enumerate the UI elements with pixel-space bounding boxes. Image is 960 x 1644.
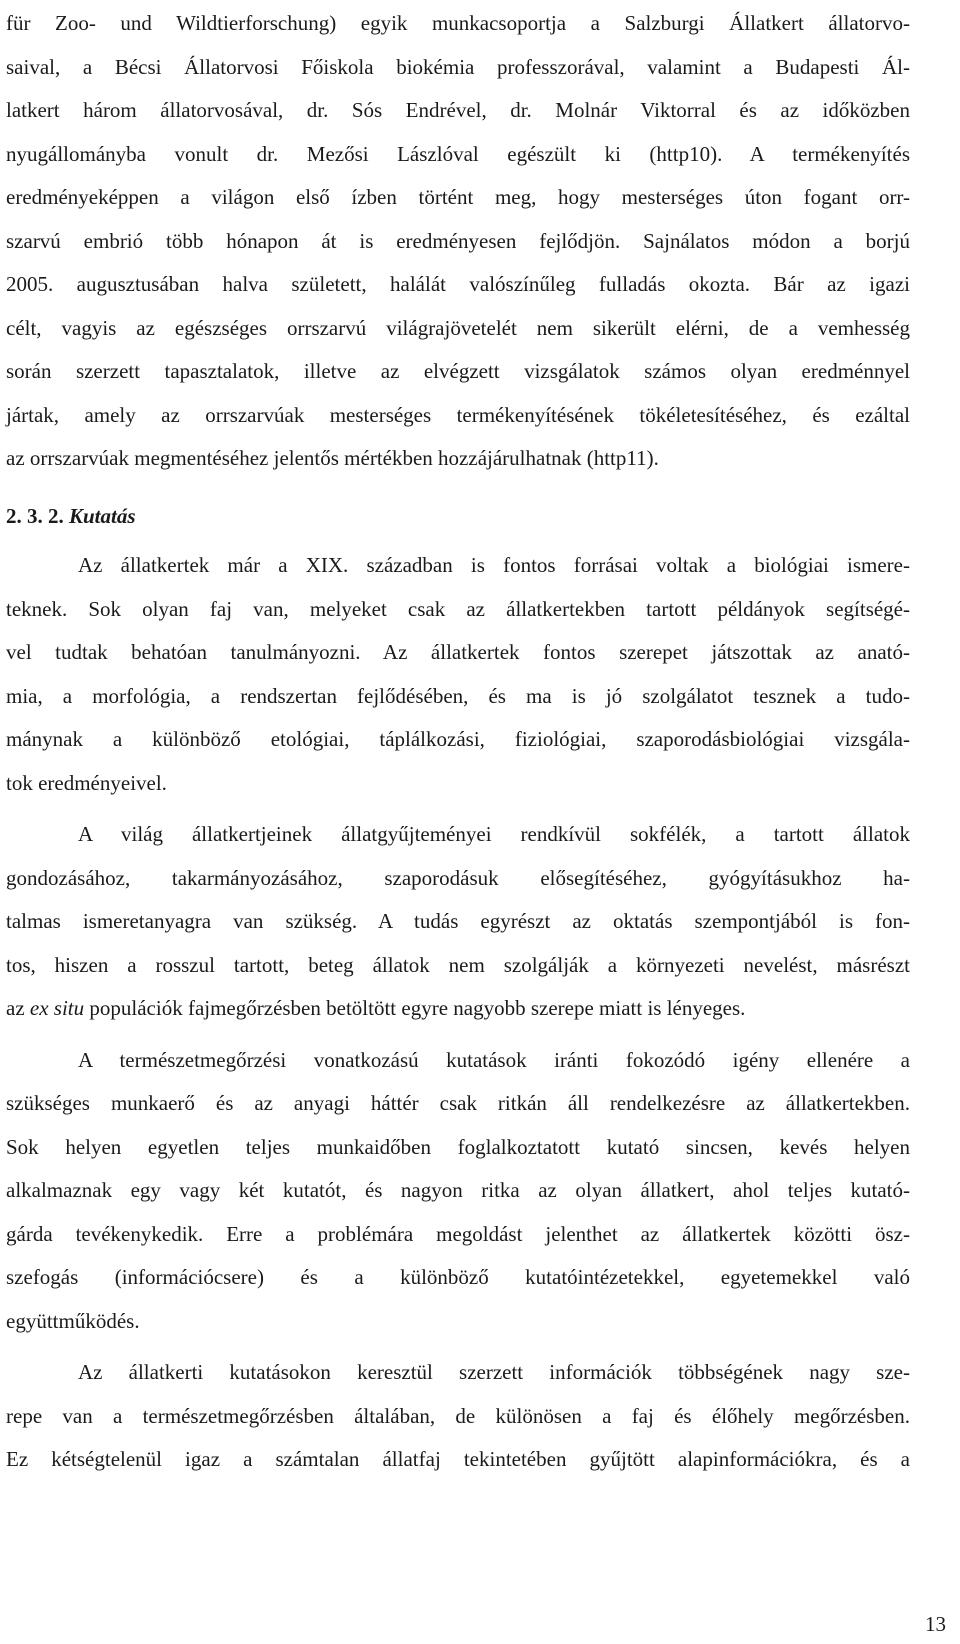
section-title: Kutatás [69, 503, 136, 528]
text-line: tos, hiszen a rosszul tartott, beteg állatok nem szolgálják a környezeti nevelést, másrészt [6, 952, 910, 977]
paragraph-continued [6, 2, 910, 481]
page-number: 13 [925, 1612, 946, 1636]
text-line: für Zoo- und Wildtierforschung) egyik munkacsoportja a Salzburgi Állatkert állatorvo- [6, 11, 910, 35]
text-line: 2005. augusztusában halva született, halálát valószínűleg fulladás okozta. Bár az igazi [6, 272, 910, 296]
text-line: Az állatkertek már a XIX. században is fontos forrásai voltak a biológiai ismere- [78, 553, 910, 577]
text-line: jártak, amely az orrszarvúak mesterséges termékenyítésének tökéletesítéséhez, és ezáltal [6, 402, 910, 427]
text-line: szefogás (információcsere) és a különböző kutatóintézetekkel, egyetemekkel való [6, 1265, 910, 1289]
text-line: az orrszarvúak megmentéséhez jelentős mértékben hozzájárulhatnak (http11). [6, 446, 659, 470]
document-page [6, 0, 910, 1482]
text-line: A világ állatkertjeinek állatgyűjteményei rendkívül sokfélék, a tartott állatok [78, 822, 910, 846]
paragraph [6, 813, 910, 1031]
text-line: együttműködés. [6, 1308, 140, 1333]
text-line: mia, a morfológia, a rendszertan fejlődésében, és ma is jó szolgálatot tesznek a tudo- [6, 683, 910, 708]
text-line: repe van a természetmegőrzésben általában, de különösen a faj és élőhely megőrzésben. [6, 1403, 910, 1428]
text-line: célt, vagyis az egészséges orrszarvú világrajövetelét nem sikerült elérni, de a vemhesség [6, 315, 910, 340]
text-line: mánynak a különböző etológiai, táplálkozási, fiziológiai, szaporodásbiológiai vizsgála- [6, 727, 910, 751]
text-line: tok eredményeivel. [6, 770, 167, 795]
paragraph [6, 1039, 910, 1344]
text-line: nyugállományba vonult dr. Mezősi Lászlóval egészült ki (http10). A termékenyítés [6, 141, 910, 166]
text-line: Az állatkerti kutatásokon keresztül szerzett információk többségének nagy sze- [78, 1360, 910, 1384]
text-fragment: populációk fajmegőrzésben betöltött egyre nagyobb szerepe miatt is lényeges. [84, 996, 746, 1020]
text-line: saival, a Bécsi Állatorvosi Főiskola biokémia professzorával, valamint a Budapesti Ál- [6, 54, 910, 79]
text-line: gondozásához, takarmányozásához, szaporodásuk elősegítéséhez, gyógyításukhoz ha- [6, 865, 910, 890]
text-line: talmas ismeretanyagra van szükség. A tudás egyrészt az oktatás szempontjából is fon- [6, 909, 910, 933]
text-line: vel tudtak behatóan tanulmányozni. Az állatkertek fontos szerepet játszottak az anató- [6, 640, 910, 664]
text-line: Ez kétségtelenül igaz a számtalan állatfaj tekintetében gyűjtött alapinformációkra, és a [6, 1447, 910, 1471]
text-line: A természetmegőrzési vonatkozású kutatások iránti fokozódó igény ellenére a [78, 1047, 910, 1072]
text-line: során szerzett tapasztalatok, illetve az elvégzett vizsgálatok számos olyan eredménnyel [6, 359, 910, 383]
paragraph [6, 1351, 910, 1482]
text-line: eredményeképpen a világon első ízben történt meg, hogy mesterséges úton fogant orr- [6, 185, 910, 209]
text-fragment: az [6, 996, 30, 1020]
text-line: Sok helyen egyetlen teljes munkaidőben foglalkoztatott kutató sincsen, kevés helyen [6, 1134, 910, 1159]
section-number: 2. 3. 2. [6, 503, 64, 528]
paragraph [6, 544, 910, 805]
text-line: latkert három állatorvosával, dr. Sós Endrével, dr. Molnár Viktorral és az időközben [6, 98, 910, 122]
text-line: szarvú embrió több hónapon át is eredményesen fejlődjön. Sajnálatos módon a borjú [6, 228, 910, 253]
text-line: alkalmaznak egy vagy két kutatót, és nagyon ritka az olyan állatkert, ahol teljes kutató- [6, 1178, 910, 1202]
text-line: gárda tevékenykedik. Erre a problémára megoldást jelenthet az állatkertek közötti ösz- [6, 1221, 910, 1246]
section-heading [6, 495, 910, 539]
italic-term: ex situ [29, 996, 85, 1020]
text-line: szükséges munkaerő és az anyagi háttér csak ritkán áll rendelkezésre az állatkertekben. [6, 1091, 910, 1115]
text-line [6, 987, 910, 1031]
text-line: teknek. Sok olyan faj van, melyeket csak az állatkertekben tartott példányok segítségé- [6, 596, 910, 621]
